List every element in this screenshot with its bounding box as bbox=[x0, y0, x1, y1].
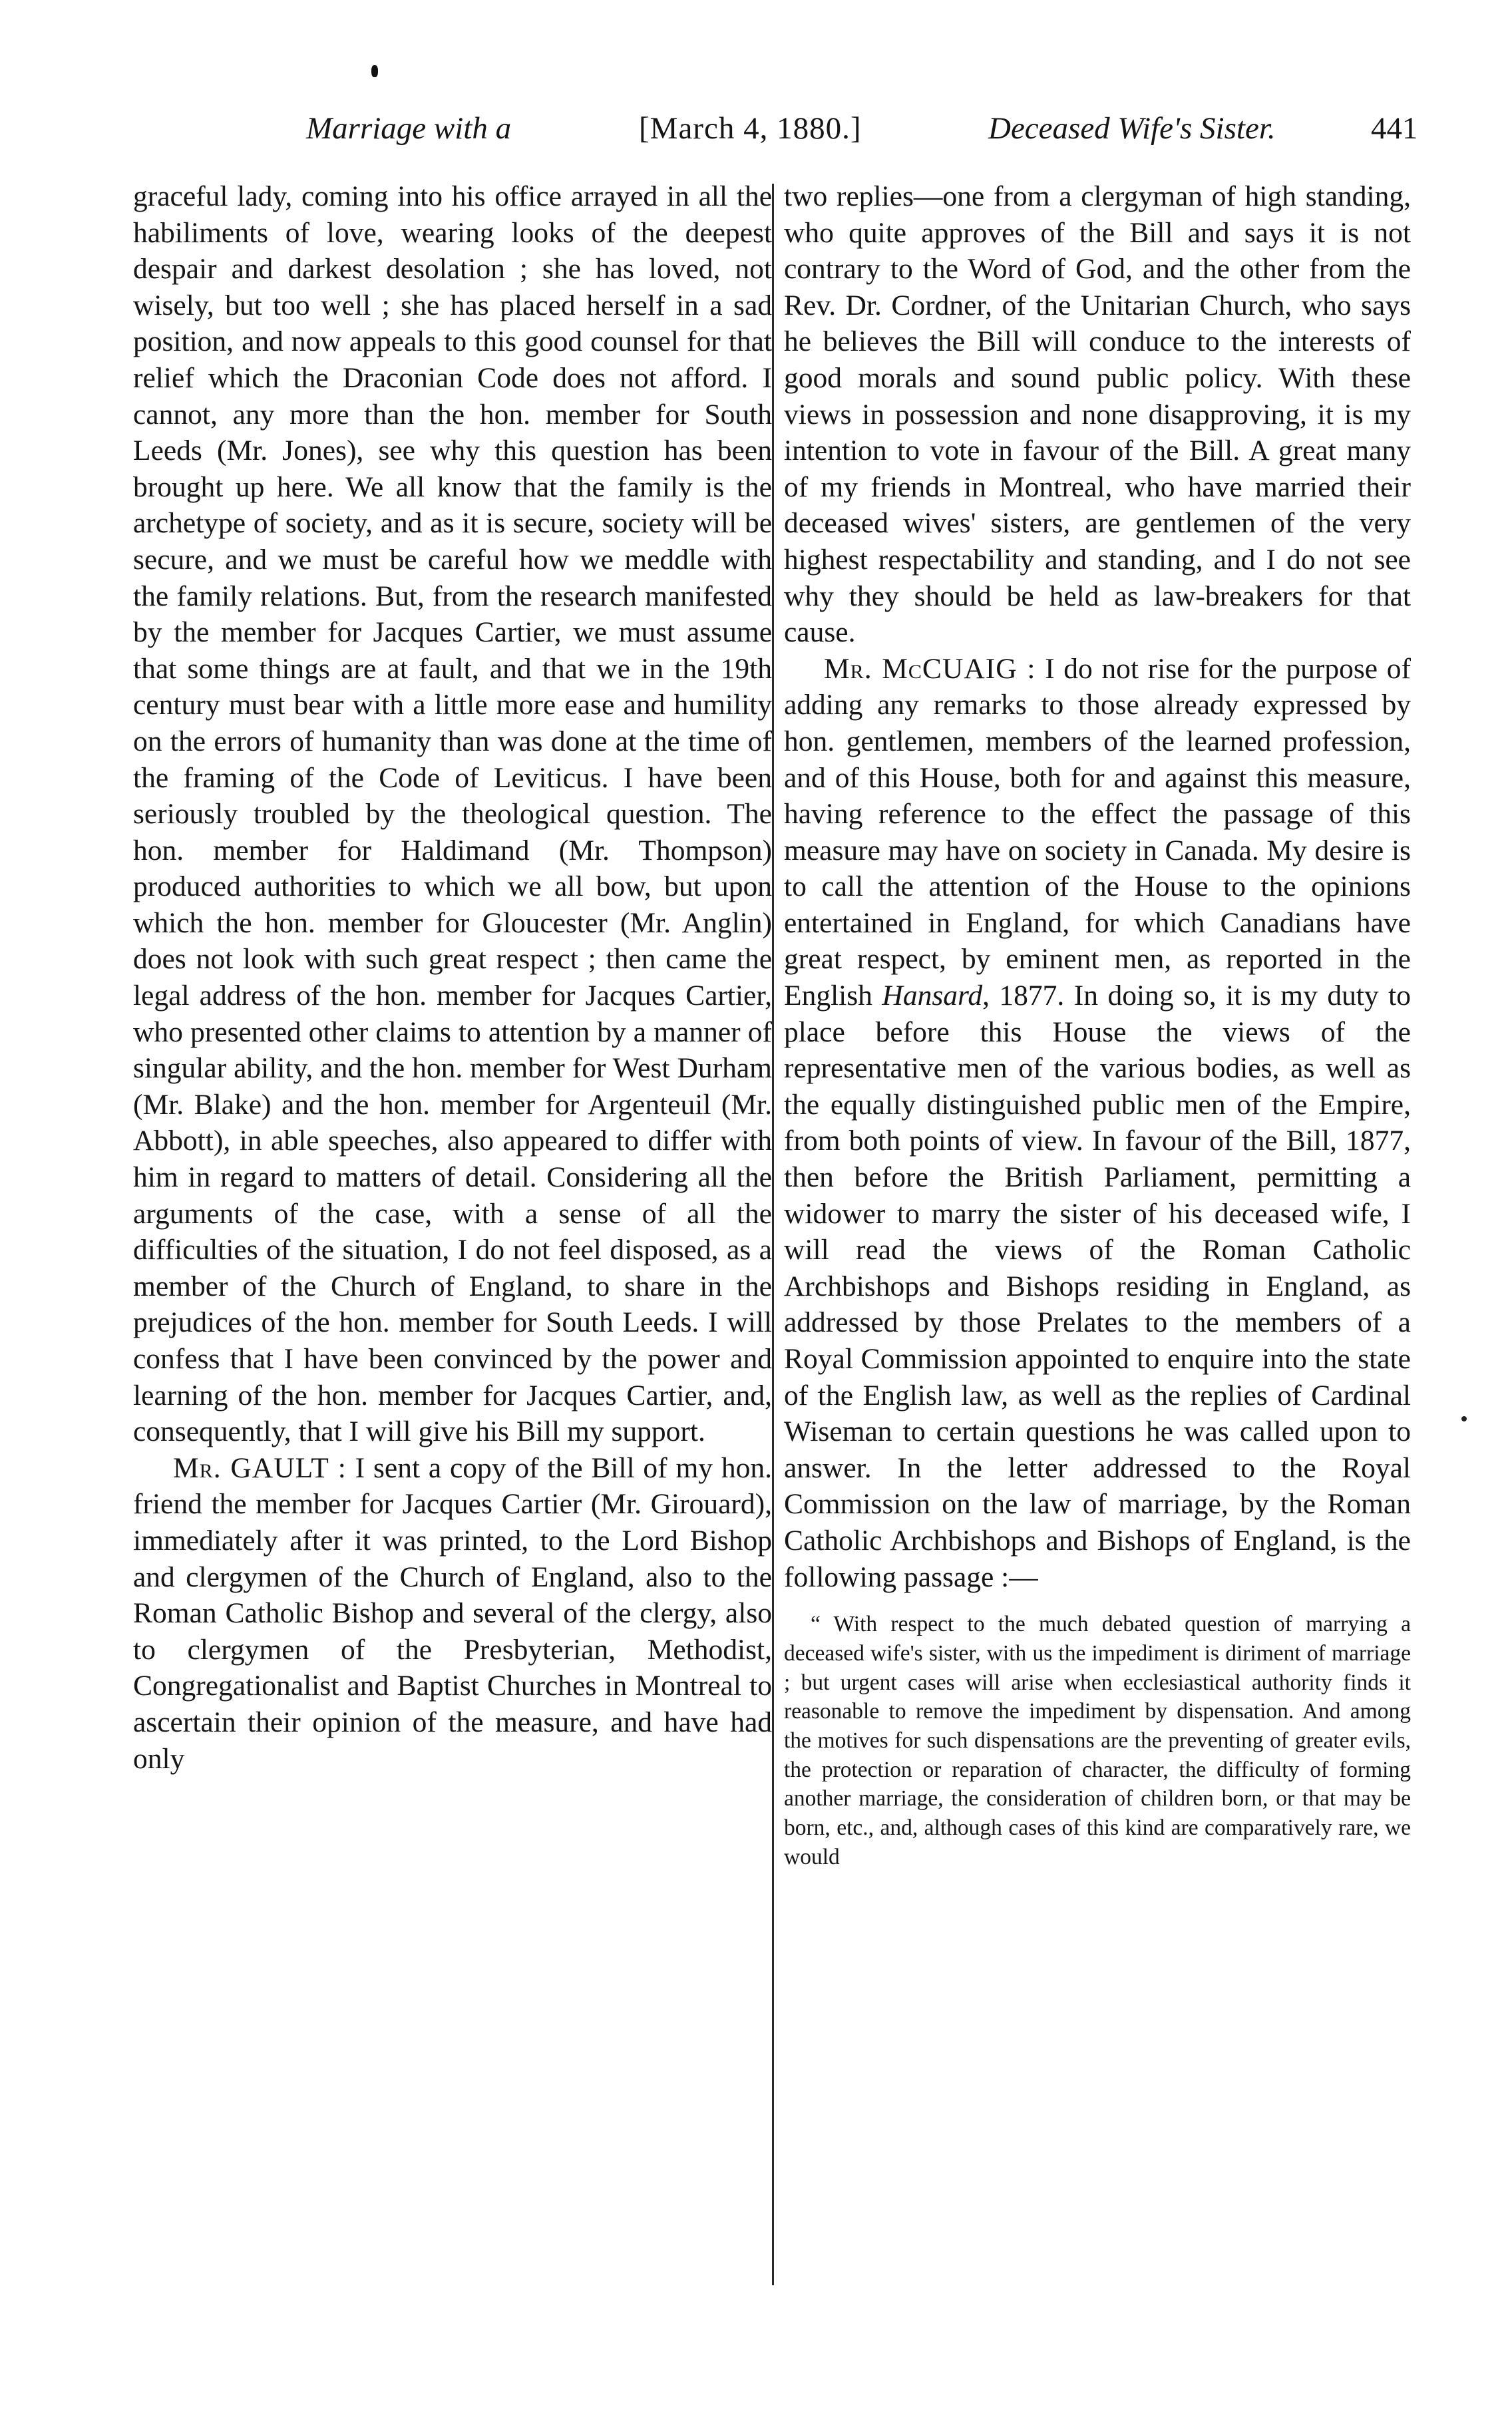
paragraph-continued-speech: graceful lady, coming into his office arrayed in all the habiliments of love, wearing looks of the deepest despair and darkest desolation ; she has loved, not wisely, but too well ; she has placed herself in a sad position, and now appeals to this good counsel for that relief which the Draconian Code does not afford. I cannot, any more than the hon. member for South Leeds (Mr. Jones), see why this question has been brought up here. We all know that the family is the archetype of society, and as it is secure, society will be secure, and we must be careful how we meddle with the family relations. But, from the research manifested by the member for Jacques Cartier, we must assume that some things are at fault, and that we in the 19th century must bear with a little more ease and humility on the errors of humanity than was done at the time of the framing of the Code of Leviticus. I have been seriously troubled by the theological question. The hon. member for Haldimand (Mr. Thompson) produced authorities to which we all bow, but upon which the hon. member for Gloucester (Mr. Anglin) does not look with such great respect ; then came the legal address of the hon. member for Jacques Cartier, who presented other claims to attention by a manner of singular ability, and the hon. member for West Durham (Mr. Blake) and the hon. member for Argenteuil (Mr. Abbott), in able speeches, also appeared to differ with him in regard to matters of detail. Considering all the arguments of the case, with a sense of all the difficulties of the situation, I do not feel disposed, as a member of the Church of England, to share in the prejudices of the hon. member for South Leeds. I will confess that I have been convinced by the power and learning of the hon. member for Jacques Cartier, and, consequently, that I will give his Bill my support. bbox=[133, 180, 772, 1448]
column-divider bbox=[772, 184, 774, 2285]
paragraph-gault bbox=[133, 1450, 772, 1777]
paragraph-mccuaig bbox=[784, 651, 1411, 1595]
left-column bbox=[133, 178, 772, 1777]
speech-text: I do not rise for the purpose of adding any remarks to those already expressed by hon. gentlemen, members of the learned profession, and of this House, both for and against this measure, having reference to the effect the passage of this measure may have on society in Canada. My desire is to call the attention of the House to the opinions entertained in England, for which Canadians have great respect, by eminent men, as reported in the English bbox=[784, 652, 1411, 1012]
running-head bbox=[306, 105, 1424, 152]
running-head-right: Deceased Wife's Sister. bbox=[988, 111, 1276, 146]
ink-speck bbox=[371, 65, 378, 77]
speaker-name: Mr. McCUAIG : bbox=[824, 652, 1036, 685]
running-head-left: Marriage with a bbox=[306, 111, 512, 146]
running-head-date: [March 4, 1880.] bbox=[639, 111, 862, 146]
paragraph-gault-continued: two replies—one from a clergyman of high standing, who quite approves of the Bill and says it is not contrary to the Word of God, and the other from the Rev. Dr. Cordner, of the Unitarian Church, who says he believes the Bill will conduce to the interests of good morals and sound public policy. With these views in possession and none disapproving, it is my intention to vote in favour of the Bill. A great many of my friends in Montreal, who have married their deceased wives' sisters, are gentlemen of the very highest respectability and standing, and I do not see why they should be held as law-breakers for that cause. bbox=[784, 180, 1411, 649]
right-column bbox=[784, 178, 1411, 1871]
speaker-name: Mr. GAULT : bbox=[173, 1451, 347, 1484]
speech-text-continued: , 1877. In doing so, it is my duty to place before this House the views of the representative men of the various bodies, as well as the equally distinguished public men of the Empire, from both points of view. In favour of the Bill, 1877, then before the British Parliament, permitting a widower to marry the sister of his deceased wife, I will read the views of the Roman Catholic Archbishops and Bishops residing in England, as addressed by those Prelates to the members of a Royal Commission appointed to enquire into the state of the English law, as well as the replies of Cardinal Wiseman to certain questions he was called upon to answer. In the letter addressed to the Royal Commission on the law of marriage, by the Roman Catholic Archbishops and Bishops of England, is the following passage :— bbox=[784, 980, 1411, 1593]
speech-text: I sent a copy of the Bill of my hon. friend the member for Jacques Cartier (Mr. Girouard), immediately after it was printed, to the Lord Bishop and clergymen of the Church of England, also to the Roman Catholic Bishop and several of the clergy, also to clergymen of the Presbyterian, Methodist, Congregationalist and Baptist Churches in Montreal to ascertain their opinion of the measure, and have had only bbox=[133, 1451, 772, 1775]
block-quote: “ With respect to the much debated question of marrying a deceased wife's sister, with us the impediment is diriment of marriage ; but urgent cases will arise when ecclesiastical authority finds it reasonable to remove the impediment by dispensation. And among the motives for such dispensations are the preventing of greater evils, the protection or reparation of character, the difficulty of forming another marriage, the consideration of children born, or that may be born, etc., and, although cases of this kind are comparatively rare, we would bbox=[784, 1612, 1411, 1869]
hansard-title: Hansard bbox=[882, 980, 983, 1012]
page-number: 441 bbox=[1371, 111, 1418, 146]
margin-dot bbox=[1461, 1416, 1467, 1421]
